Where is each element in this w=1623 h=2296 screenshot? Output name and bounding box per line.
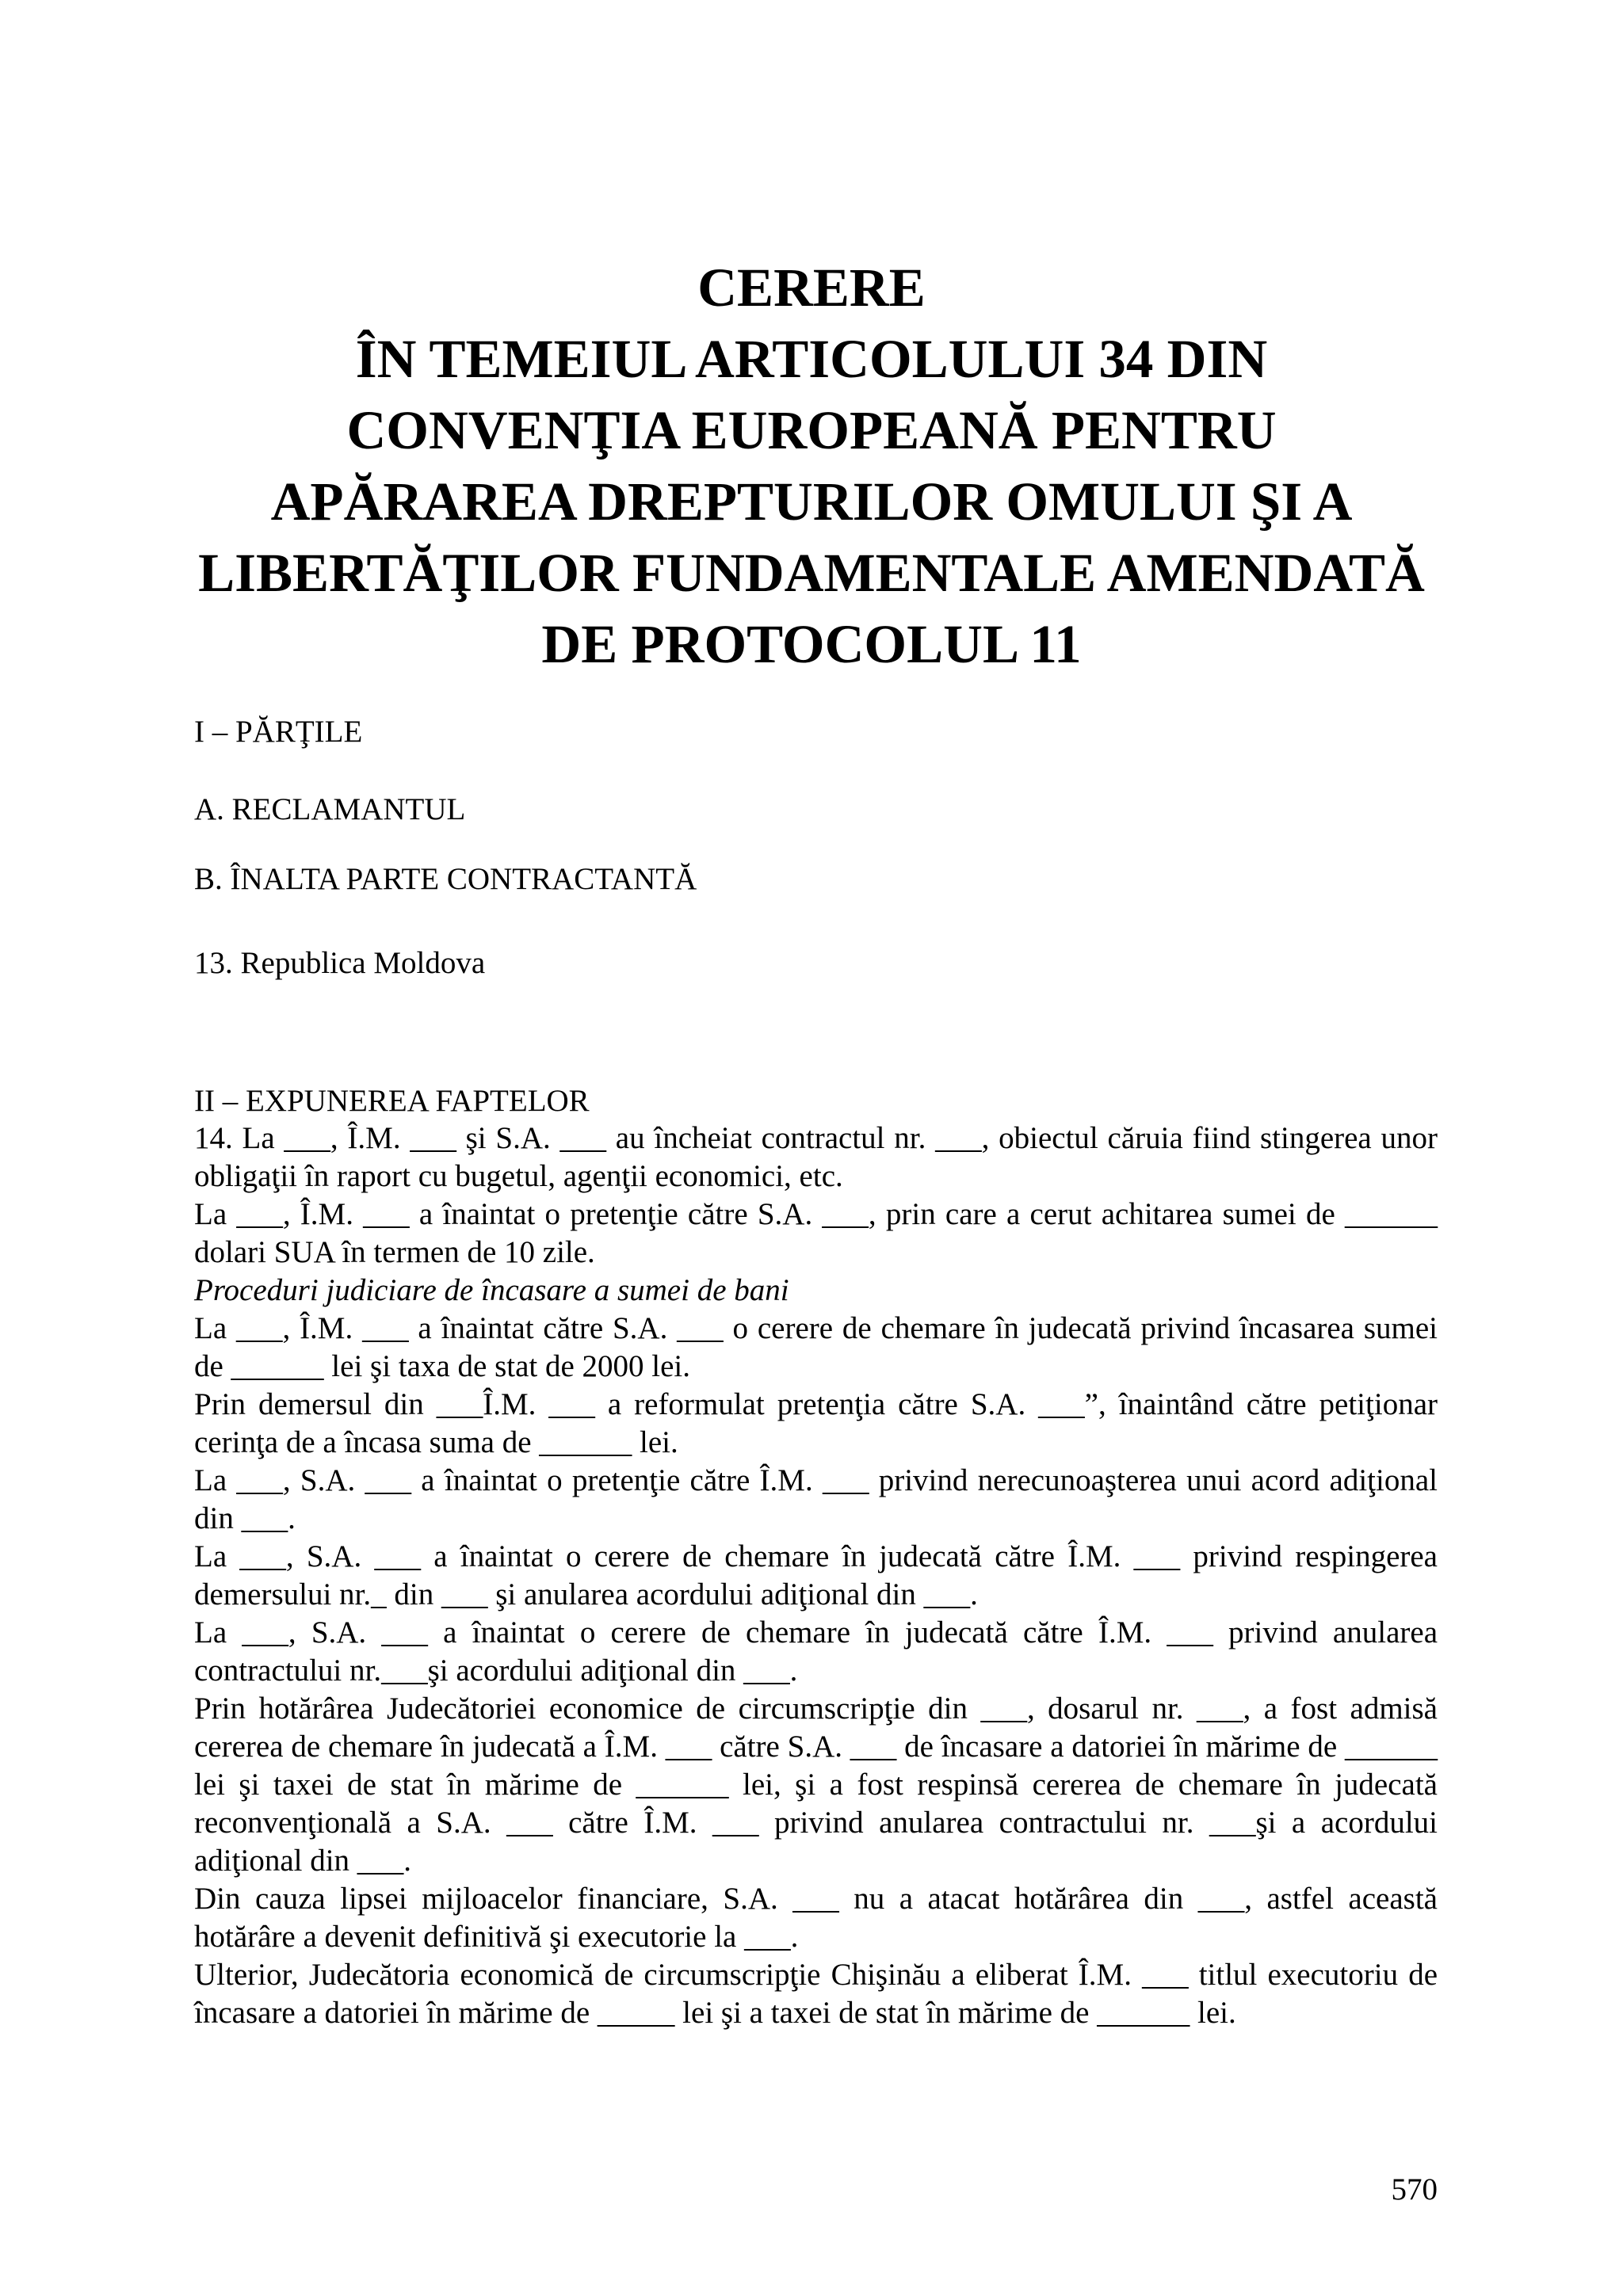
paragraph: Ulterior, Judecătoria economică de circumscripţie Chişinău a eliberat Î.M. ___ titlul executoriu de încasare a datoriei în mărime de _____ lei şi a taxei de stat în mărime de ______ lei.: [194, 1958, 1438, 2030]
paragraph: Prin hotărârea Judecătoriei economice de circumscripţie din ___, dosarul nr. ___, a fost admisă cererea de chemare în judecată a Î.M. ___ către S.A. ___ de încasare a datoriei în mărime de ______ lei şi taxei de stat în mărime de ______ lei, şi a fost respinsă cererea de chemare în judecată reconvenţională a S.A. ___ către Î.M. ___ privind anularea contractului nr. ___şi a acordului adiţional din ___.: [194, 1691, 1438, 1878]
paragraph: 14. La ___, Î.M. ___ şi S.A. ___ au încheiat contractul nr. ___, obiectul căruia fiind stingerea unor obligaţii în raport cu bugetul, agenţii economici, etc.: [194, 1121, 1438, 1193]
title-line: CONVENŢIA EUROPEANĂ PENTRU: [346, 400, 1277, 460]
paragraph: La ___, Î.M. ___ a înaintat o pretenţie către S.A. ___, prin care a cerut achitarea sumei de ______ dolari SUA în termen de 10 zile.: [194, 1197, 1438, 1269]
paragraph: Din cauza lipsei mijloacelor financiare, S.A. ___ nu a atacat hotărârea din ___, astfel această hotărâre a devenit definitivă şi executorie la ___.: [194, 1882, 1438, 1954]
paragraph: Prin demersul din ___Î.M. ___ a reformulat pretenţia către S.A. ___”, înaintând către petiţionar cerinţa de a încasa suma de ______ lei.: [194, 1387, 1438, 1459]
paragraph: La ___, S.A. ___ a înaintat o cerere de chemare în judecată către Î.M. ___ privind respingerea demersului nr._ din ___ şi anularea acordului adiţional din ___.: [194, 1539, 1438, 1611]
title-line: LIBERTĂŢILOR FUNDAMENTALE AMENDATĂ: [198, 543, 1425, 603]
subsection-contracting-party: B. ÎNALTA PARTE CONTRACTANTĂ: [194, 862, 697, 896]
title-line: DE PROTOCOLUL 11: [541, 614, 1082, 674]
title-line: CERERE: [697, 257, 926, 318]
list-item-state: 13. Republica Moldova: [194, 946, 486, 980]
title-line: ÎN TEMEIUL ARTICOLULUI 34 DIN: [355, 329, 1268, 389]
subsection-applicant: A. RECLAMANTUL: [194, 792, 466, 826]
document-title: [158, 252, 1465, 680]
paragraph: La ___, Î.M. ___ a înaintat către S.A. ___ o cerere de chemare în judecată privind încasarea sumei de ______ lei şi taxa de stat de 2000 lei.: [194, 1311, 1438, 1383]
facts-body: [194, 1119, 1438, 2032]
page-number: 570: [1391, 2172, 1438, 2206]
section-heading-facts: II – EXPUNEREA FAPTELOR: [194, 1084, 590, 1118]
section-heading-parties: I – PĂRŢILE: [194, 715, 363, 749]
paragraph: La ___, S.A. ___ a înaintat o pretenţie către Î.M. ___ privind nerecunoaşterea unui acord adiţional din ___.: [194, 1463, 1438, 1535]
paragraph: La ___, S.A. ___ a înaintat o cerere de chemare în judecată către Î.M. ___ privind anularea contractului nr.___şi acordului adiţional din ___.: [194, 1615, 1438, 1688]
subheading-judicial-proceedings: Proceduri judiciare de încasare a sumei de bani: [194, 1273, 789, 1307]
title-line: APĂRAREA DREPTURILOR OMULUI ŞI A: [270, 471, 1353, 532]
